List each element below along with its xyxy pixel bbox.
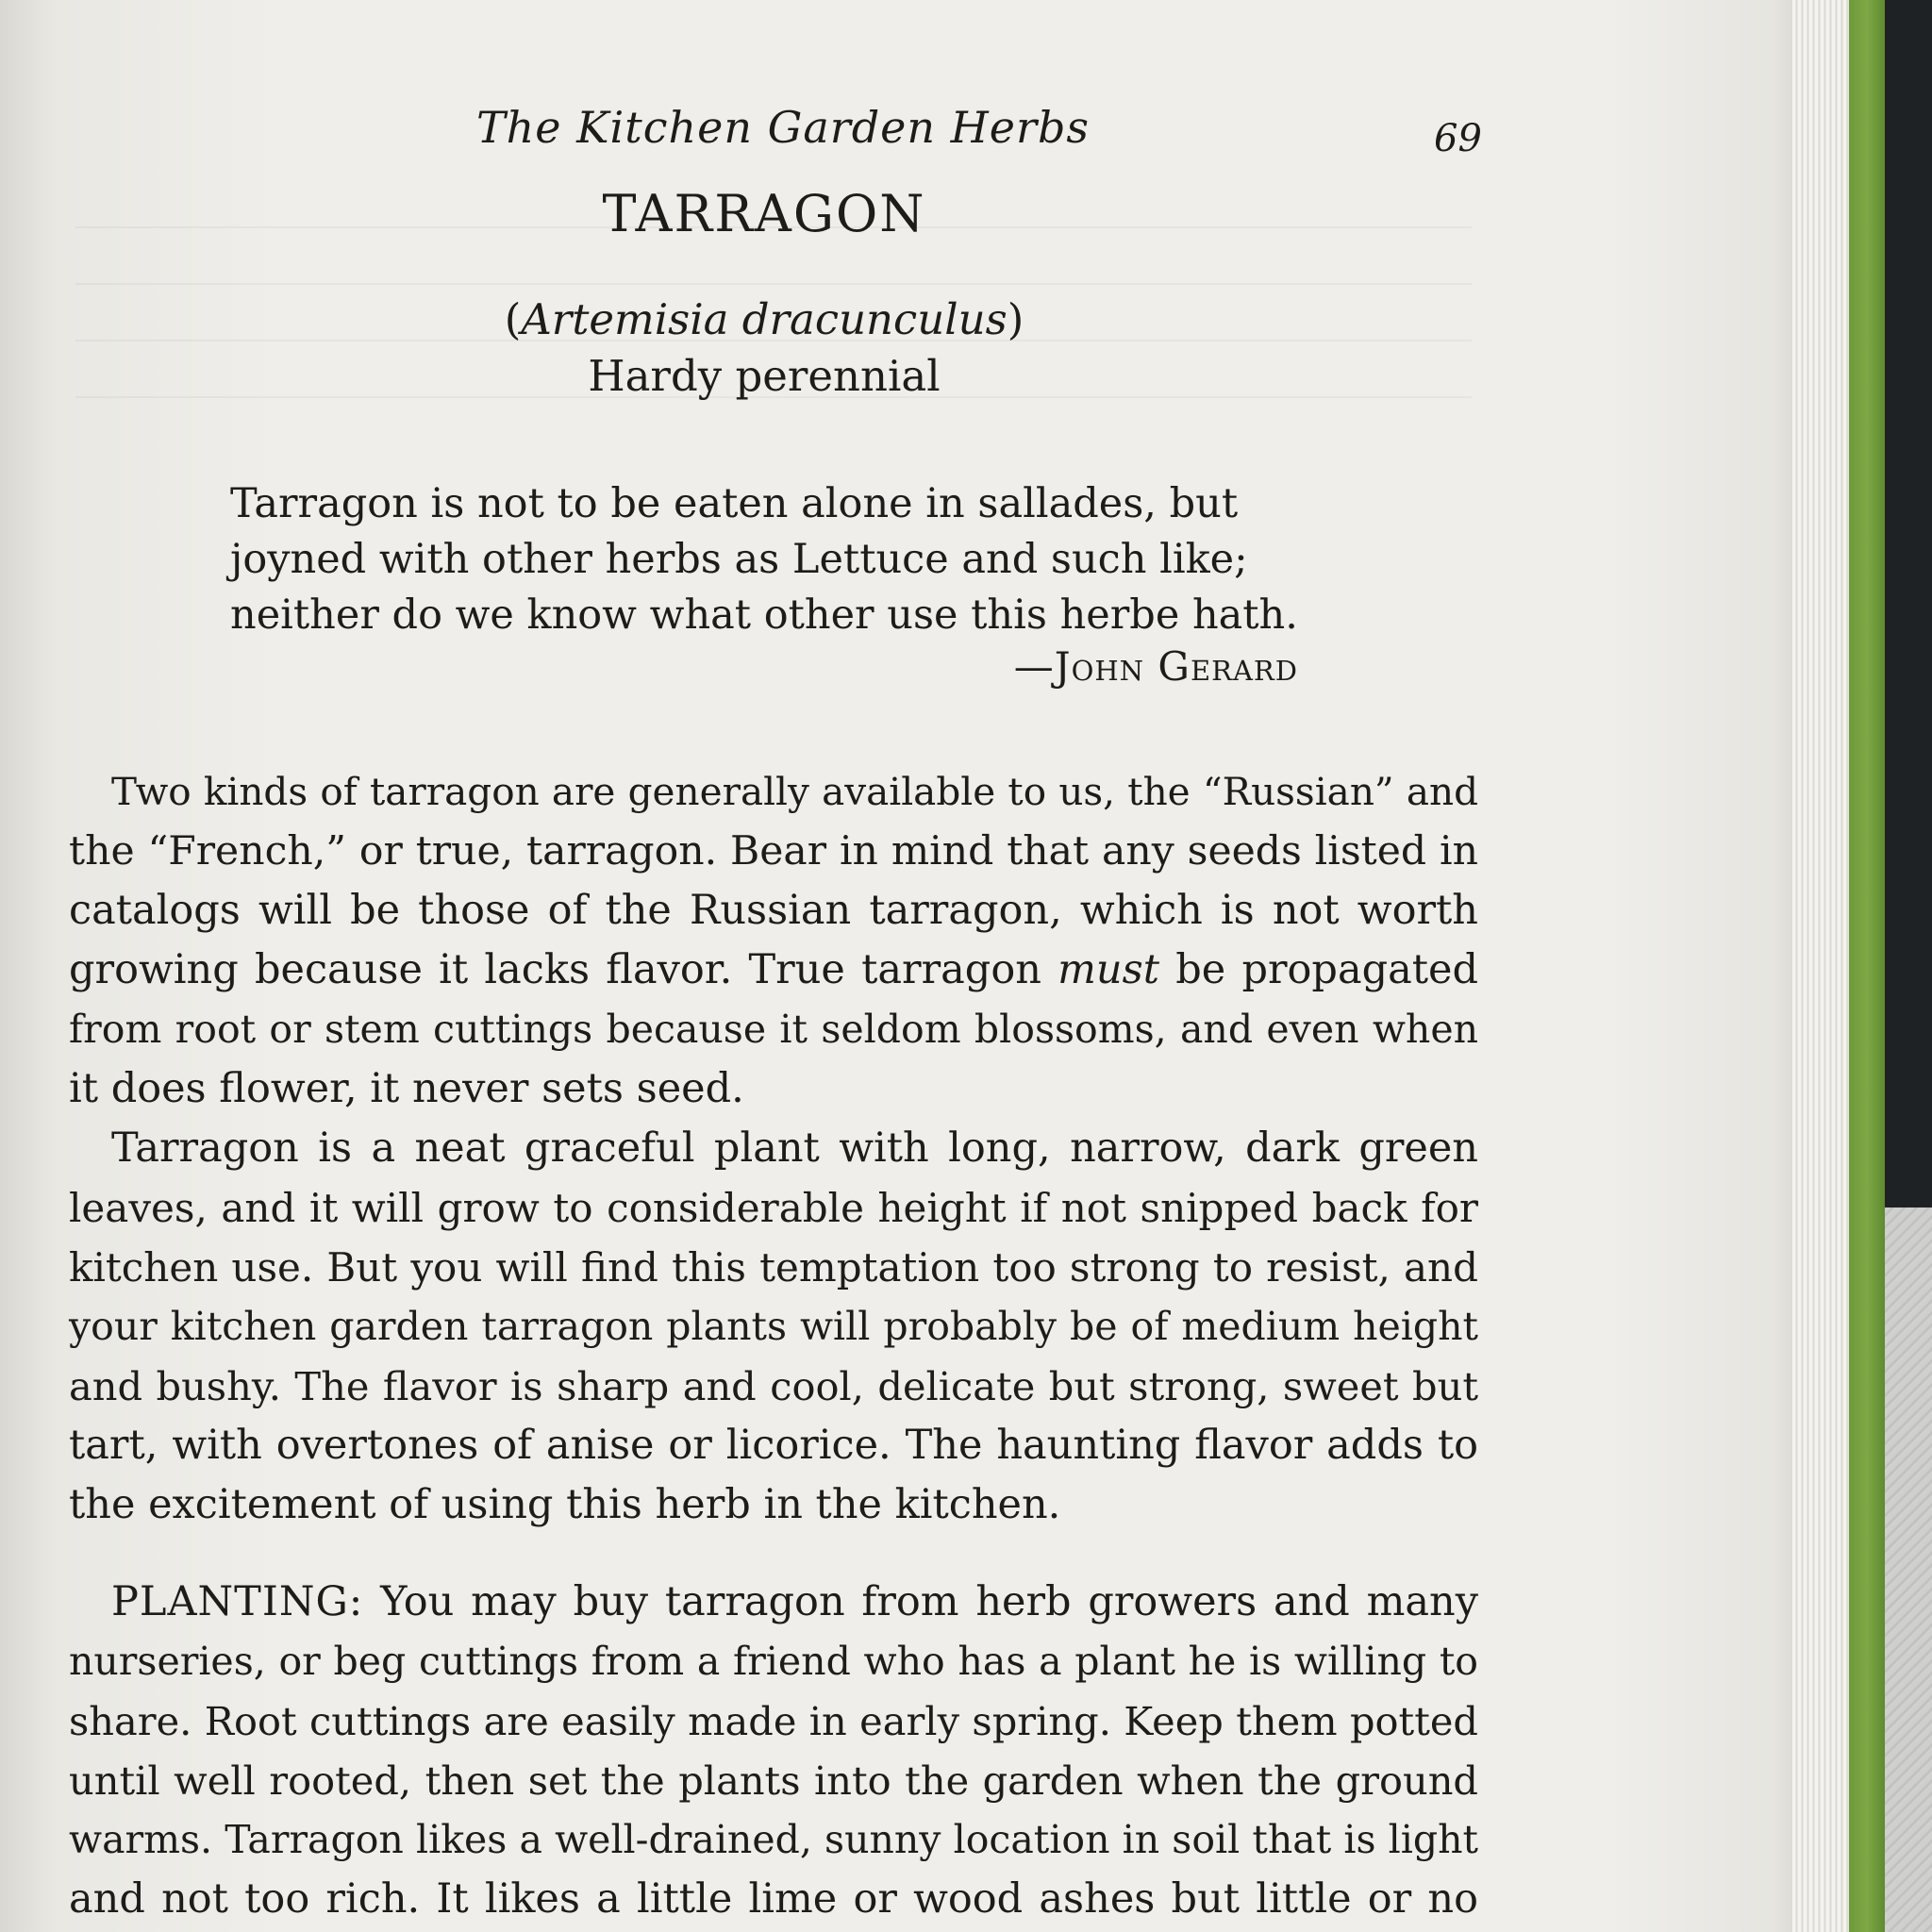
text-line: Two kinds of tarragon are generally available to us, the “Russian” and (111, 769, 1478, 814)
text-line: from root or stem cuttings because it seldom blossoms, and even when (69, 1007, 1478, 1052)
latin-open-paren: ( (504, 294, 522, 344)
latin-name: Artemisia dracunculus (521, 294, 1008, 344)
text-line: the “French,” or true, tarragon. Bear in mind that any seeds listed in (69, 828, 1478, 874)
text-line: and not too rich. It likes a little lime or wood ashes but little or no (69, 1875, 1478, 1923)
text-line: the excitement of using this herb in the kitchen. (69, 1481, 1061, 1528)
emphasis-must: must (1058, 946, 1159, 993)
page-number: 69 (1434, 117, 1482, 160)
text-segment: growing because it lacks flavor. True tarragon (69, 946, 1058, 993)
paragraph-2 (69, 1119, 1478, 1535)
epigraph-quote (230, 476, 1306, 643)
background-dark (1885, 0, 1932, 1208)
plant-type: Hardy perennial (588, 351, 941, 401)
quote-line: Tarragon is not to be eaten alone in sallades, but (230, 480, 1239, 527)
text-segment: You may buy tarragon from herb growers and many (363, 1578, 1478, 1625)
text-line (69, 1573, 1478, 1632)
background-cloth (1885, 1208, 1932, 1932)
text-line: until well rooted, then set the plants into the garden when the ground (69, 1757, 1478, 1804)
quote-attribution: —John Gerard (1013, 643, 1298, 690)
quote-line: neither do we know what other use this herbe hath. (230, 591, 1298, 639)
text-segment: be propagated (1158, 946, 1478, 993)
text-line: leaves, and it will grow to considerable height if not snipped back for (69, 1185, 1478, 1231)
text-line: nurseries, or beg cuttings from a friend who has a plant he is willing to (69, 1639, 1478, 1684)
text-line: and bushy. The flavor is sharp and cool, delicate but strong, sweet but (69, 1363, 1478, 1409)
text-line: catalogs will be those of the Russian tarragon, which is not worth (69, 887, 1478, 934)
text-line: share. Root cuttings are easily made in early spring. Keep them potted (69, 1698, 1478, 1744)
book-cover-edge (1849, 0, 1885, 1932)
paragraph-3 (69, 1573, 1478, 1929)
quote-line: joyned with other herbs as Lettuce and such like; (230, 536, 1248, 583)
text-line: it does flower, it never sets seed. (69, 1065, 744, 1112)
text-line: tart, with overtones of anise or licorice. The haunting flavor adds to (69, 1422, 1478, 1469)
entry-title: TARRAGON (602, 184, 926, 243)
text-line: warms. Tarragon likes a well-drained, sunny location in soil that is light (69, 1817, 1478, 1862)
text-line: kitchen use. But you will find this temptation too strong to resist, and (69, 1244, 1478, 1291)
text-line: your kitchen garden tarragon plants will probably be of medium height (69, 1304, 1478, 1349)
show-through-line (75, 283, 1472, 285)
latin-close-paren: ) (1007, 294, 1024, 344)
text-line (69, 941, 1478, 1000)
latin-name-line (0, 294, 1528, 344)
section-lead-planting: PLANTING: (111, 1578, 364, 1625)
running-title: The Kitchen Garden Herbs (476, 102, 1091, 153)
paragraph-1 (69, 762, 1478, 1119)
page-edges (1792, 0, 1849, 1932)
text-line: Tarragon is a neat graceful plant with long, narrow, dark green (111, 1124, 1478, 1172)
